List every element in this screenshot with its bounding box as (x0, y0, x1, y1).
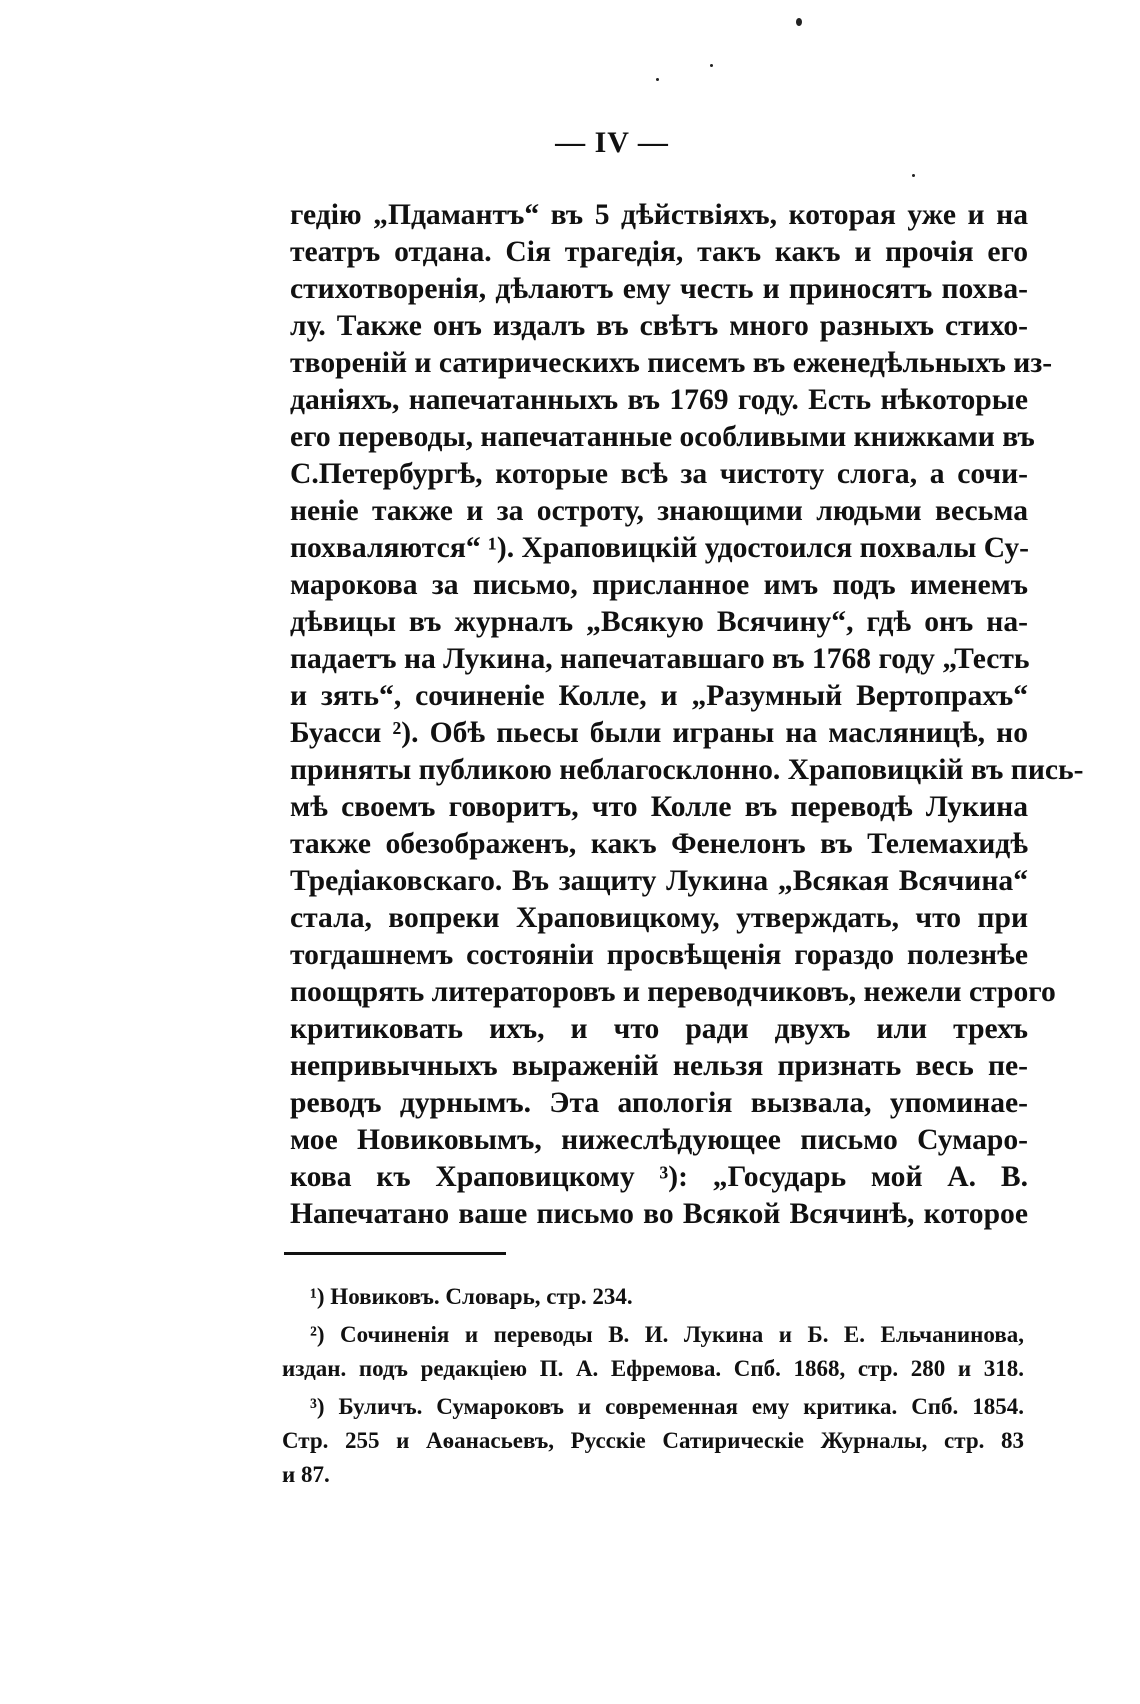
page-number: — IV — (555, 126, 669, 159)
footnote-3-line: Стр. 255 и Аѳанасьевъ, Русскіе Сатирическіе Журналы, стр. 83 (282, 1428, 1024, 1453)
text-line: лу. Также онъ издалъ въ свѣтъ много разныхъ стихо- (290, 310, 1028, 342)
text-line: поощрять литераторовъ и переводчиковъ, нежели строго (290, 976, 1056, 1008)
text-line: падаетъ на Лукина, напечатавшаго въ 1768 году „Тесть (290, 643, 1030, 675)
text-line: непривычныхъ выраженій нельзя признать весь пе- (290, 1050, 1028, 1082)
footnote-3-line: ³) Буличъ. Сумароковъ и современная ему критика. Спб. 1854. (310, 1394, 1024, 1419)
footnotes (282, 1280, 1024, 1492)
text-line: реводъ дурнымъ. Эта апологія вызвала, упоминае- (290, 1087, 1028, 1119)
print-speck (796, 18, 802, 26)
body-text (290, 197, 1084, 1233)
text-line: Тредіаковскаго. Въ защиту Лукина „Всякая Всячина“ (290, 865, 1028, 897)
text-line: дѣвицы въ журналъ „Всякую Всячину“, гдѣ онъ на- (290, 606, 1028, 638)
text-line: критиковать ихъ, и что ради двухъ или трехъ (290, 1013, 1028, 1045)
text-line: стихотворенія, дѣлаютъ ему честь и приносятъ похва- (290, 273, 1028, 305)
text-line: и зять“, сочиненіе Колле, и „Разумный Вертопрахъ“ (290, 680, 1028, 712)
text-line: неніе также и за остроту, знающими людьми весьма (290, 495, 1028, 527)
footnote-1: ¹) Новиковъ. Словарь, стр. 234. (310, 1284, 633, 1309)
text-line: мое Новиковымъ, нижеслѣдующее письмо Сумаро- (290, 1124, 1028, 1156)
text-line: марокова за письмо, присланное имъ подъ именемъ (290, 569, 1028, 601)
footnote-divider (284, 1252, 506, 1255)
print-speck (656, 78, 659, 81)
text-line: С.Петербургѣ, которые всѣ за чистоту слога, а сочи- (290, 458, 1028, 490)
text-line: гедію „Пдамантъ“ въ 5 дѣйствіяхъ, которая уже и на (290, 199, 1028, 231)
text-line: Буасси ²). Обѣ пьесы были играны на масляницѣ, но (290, 717, 1028, 749)
footnote-3-line: и 87. (282, 1462, 330, 1487)
text-line: похваляются“ ¹). Храповицкій удостоился похвалы Су- (290, 532, 1030, 564)
text-line: мѣ своемъ говоритъ, что Колле въ переводѣ Лукина (290, 791, 1028, 823)
footnote-2-line: издан. подъ редакціею П. А. Ефремова. Спб. 1868, стр. 280 и 318. (282, 1356, 1024, 1381)
text-line: приняты публикою неблагосклонно. Храповицкій въ пись- (290, 754, 1084, 786)
text-line: тогдашнемъ состояніи просвѣщенія гораздо полезнѣе (290, 939, 1028, 971)
text-line: также обезображенъ, какъ Фенелонъ въ Телемахидѣ (290, 828, 1028, 860)
text-line: Напечатано ваше письмо во Всякой Всячинѣ, которое (290, 1198, 1028, 1230)
text-line: стала, вопреки Храповицкому, утверждать, что при (290, 902, 1028, 934)
text-line: даніяхъ, напечатанныхъ въ 1769 году. Есть нѣкоторые (290, 384, 1028, 416)
text-line: его переводы, напечатанные особливыми книжками въ (290, 421, 1035, 453)
text-line: театръ отдана. Сія трагедія, такъ какъ и прочія его (290, 236, 1028, 268)
text-line: кова къ Храповицкому ³): „Государь мой А. В. (290, 1161, 1028, 1193)
print-speck (912, 174, 915, 177)
text-line: твореній и сатирическихъ писемъ въ еженедѣльныхъ из- (290, 347, 1053, 379)
print-speck (710, 64, 713, 67)
footnote-2-line: ²) Сочиненія и переводы В. И. Лукина и Б. Е. Ельчанинова, (310, 1322, 1024, 1347)
